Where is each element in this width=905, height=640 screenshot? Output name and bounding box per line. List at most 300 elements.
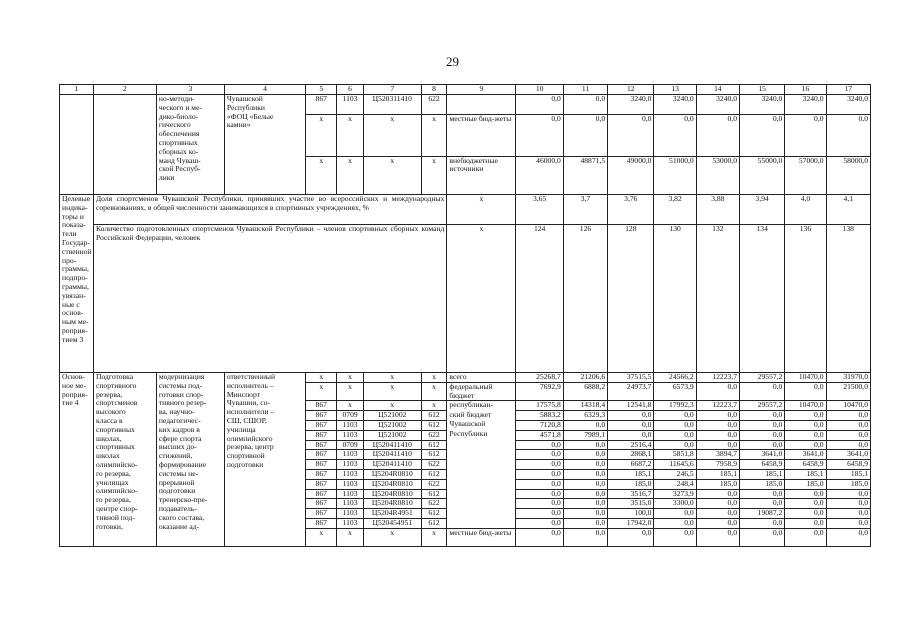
measure-description-line: системы под- bbox=[158, 380, 203, 390]
value-cell: 0,0 bbox=[654, 430, 696, 440]
code-c7: х bbox=[363, 401, 421, 411]
code-c7: Ц520411410 bbox=[363, 450, 421, 460]
table-row bbox=[60, 373, 871, 383]
value-cell: 0,0 bbox=[563, 469, 607, 479]
executor-line: исполнитель – bbox=[226, 380, 274, 390]
code-c5: х bbox=[306, 156, 337, 194]
column-number: 2 bbox=[94, 85, 157, 95]
value-cell: 0,0 bbox=[696, 499, 739, 509]
executor-line: Минспорт bbox=[226, 389, 260, 399]
value-cell: 0,0 bbox=[654, 411, 696, 421]
value-cell: 25268,7 bbox=[516, 373, 563, 383]
value-cell: 2868,1 bbox=[608, 450, 654, 460]
code-c8: 622 bbox=[421, 479, 447, 489]
code-c7: х bbox=[363, 528, 421, 546]
measure-description-line: системы не- bbox=[158, 468, 199, 478]
value-cell: 0,0 bbox=[826, 430, 870, 440]
executor-line: ответственный bbox=[226, 372, 276, 381]
value-cell: 12223,7 bbox=[696, 373, 739, 383]
value-cell: 0,0 bbox=[608, 430, 654, 440]
value-cell: 185,0 bbox=[608, 479, 654, 489]
code-c7: Ц521002 bbox=[363, 430, 421, 440]
measure-description-line: готовки спор- bbox=[158, 389, 204, 399]
executor bbox=[224, 373, 305, 547]
executor-line: олимпийского bbox=[226, 433, 273, 443]
value-cell: 0,0 bbox=[696, 430, 739, 440]
code-c5: 867 bbox=[306, 499, 337, 509]
col2-empty bbox=[94, 95, 157, 195]
value-cell: 17942,0 bbox=[608, 518, 654, 528]
value-cell: 248,4 bbox=[654, 479, 696, 489]
value-cell: 5851,8 bbox=[654, 450, 696, 460]
value-cell: 0,0 bbox=[826, 499, 870, 509]
value-cell: 0,0 bbox=[740, 499, 785, 509]
value-cell: 14318,4 bbox=[563, 401, 607, 411]
code-c6: 1103 bbox=[337, 430, 364, 440]
value-cell: 0,0 bbox=[516, 518, 563, 528]
code-c7: Ц520311410 bbox=[363, 95, 421, 115]
measure-description-line: сфере спорта bbox=[158, 433, 202, 443]
value-cell: 0,0 bbox=[696, 440, 739, 450]
value-cell: 246,5 bbox=[654, 469, 696, 479]
executor-line: училища bbox=[226, 424, 256, 434]
funding-source: местные бюд-жеты bbox=[447, 115, 516, 156]
code-c7: Ц5204R0810 bbox=[363, 489, 421, 499]
value-cell: 6458,9 bbox=[740, 460, 785, 470]
indicator-marker: х bbox=[447, 195, 516, 225]
code-c6: х bbox=[337, 528, 364, 546]
code-c5: х bbox=[306, 115, 337, 156]
value-cell: 6687,2 bbox=[608, 460, 654, 470]
code-c8: х bbox=[421, 115, 447, 156]
value-cell: 51000,0 bbox=[654, 156, 696, 194]
value-cell: 3240,0 bbox=[826, 95, 870, 115]
measure-name-line: готовки, bbox=[96, 521, 123, 531]
indicator-value: 132 bbox=[696, 225, 739, 373]
value-cell: 6573,9 bbox=[654, 382, 696, 401]
code-c5: 867 bbox=[306, 479, 337, 489]
main-measure-label-line: ное ме- bbox=[62, 380, 86, 390]
measure-description-line: тивного резер- bbox=[158, 398, 207, 408]
value-cell: 0,0 bbox=[516, 450, 563, 460]
measure-name-line: го резерва, bbox=[96, 495, 131, 505]
funding-source bbox=[447, 499, 516, 509]
code-c6: х bbox=[337, 382, 364, 401]
value-cell: 0,0 bbox=[696, 411, 739, 421]
code-c8: 622 bbox=[421, 430, 447, 440]
code-c7: Ц521002 bbox=[363, 411, 421, 421]
measure-name-line: училищах bbox=[96, 477, 129, 487]
code-c8: 612 bbox=[421, 420, 447, 430]
value-cell: 17992,3 bbox=[654, 401, 696, 411]
code-c5: 867 bbox=[306, 460, 337, 470]
code-c7: х bbox=[363, 115, 421, 156]
value-cell: 0,0 bbox=[740, 115, 785, 156]
value-cell: 0,0 bbox=[826, 411, 870, 421]
value-cell: 0,0 bbox=[654, 440, 696, 450]
code-c6: х bbox=[337, 373, 364, 383]
value-cell: 0,0 bbox=[740, 411, 785, 421]
code-c7: Ц5204R0810 bbox=[363, 479, 421, 489]
executor-line: Чувашской bbox=[226, 94, 263, 103]
indicator-value: 3,94 bbox=[740, 195, 785, 225]
indicators-label-line: индика- bbox=[62, 202, 88, 212]
value-cell: 0,0 bbox=[826, 528, 870, 546]
value-cell: 3641,0 bbox=[785, 450, 826, 460]
executor-line: «ФОЦ «Белые bbox=[226, 111, 274, 121]
value-cell: 0,0 bbox=[654, 115, 696, 156]
funding-source: внебюджетные источники bbox=[447, 156, 516, 194]
measure-name-line: спортсменов bbox=[96, 398, 138, 408]
indicators-label-line: основ- bbox=[62, 308, 84, 318]
indicators-label-line: тием 3 bbox=[62, 334, 84, 344]
code-c6: х bbox=[337, 156, 364, 194]
value-cell: 24973,7 bbox=[608, 382, 654, 401]
indicators-label-line: подпро- bbox=[62, 273, 88, 283]
code-c7: Ц521002 bbox=[363, 420, 421, 430]
measure-description-line: подаватель- bbox=[158, 503, 197, 513]
value-cell: 3240,0 bbox=[785, 95, 826, 115]
measure-description-line: ческого и ме- bbox=[158, 102, 202, 112]
measure-description-line: ких кадров в bbox=[158, 424, 200, 434]
executor-line: Республики bbox=[226, 102, 265, 112]
code-c6: 1103 bbox=[337, 420, 364, 430]
value-cell: 185,0 bbox=[740, 479, 785, 489]
measure-description-line: сборных ко- bbox=[158, 146, 199, 156]
value-cell: 185,1 bbox=[785, 469, 826, 479]
code-c8: 612 bbox=[421, 469, 447, 479]
executor-line: Чувашии, со- bbox=[226, 398, 270, 408]
value-cell: 37515,5 bbox=[608, 373, 654, 383]
code-c6: 1103 bbox=[337, 518, 364, 528]
value-cell: 21206,6 bbox=[563, 373, 607, 383]
indicators-label-line: показа- bbox=[62, 220, 86, 230]
executor-line: подготовки bbox=[226, 459, 264, 469]
code-c6: 0709 bbox=[337, 440, 364, 450]
code-c6: х bbox=[337, 401, 364, 411]
funding-source bbox=[447, 509, 516, 519]
code-c6: 1103 bbox=[337, 499, 364, 509]
col1-empty bbox=[60, 95, 94, 195]
measure-name-line: спортивных bbox=[96, 424, 135, 434]
code-c7: Ц5204R4951 bbox=[363, 509, 421, 519]
code-c8: 612 bbox=[421, 440, 447, 450]
value-cell: 0,0 bbox=[608, 411, 654, 421]
indicators-label-line: роприя- bbox=[62, 325, 88, 335]
value-cell: 0,0 bbox=[516, 115, 563, 156]
value-cell: 48871,5 bbox=[563, 156, 607, 194]
value-cell: 3641,0 bbox=[740, 450, 785, 460]
measure-name-line: олимпийско- bbox=[96, 486, 138, 496]
value-cell: 3300,0 bbox=[654, 499, 696, 509]
code-c6: х bbox=[337, 115, 364, 156]
header-row bbox=[60, 85, 871, 95]
value-cell: 0,0 bbox=[563, 95, 607, 115]
value-cell: 0,0 bbox=[785, 440, 826, 450]
value-cell: 29557,2 bbox=[740, 401, 785, 411]
value-cell: 0,0 bbox=[516, 479, 563, 489]
value-cell: 0,0 bbox=[740, 440, 785, 450]
measure-description bbox=[156, 373, 224, 547]
measure-description-line: ского состава, bbox=[158, 512, 205, 522]
column-number: 1 bbox=[60, 85, 94, 95]
value-cell: 0,0 bbox=[516, 440, 563, 450]
indicators-label-line: ственной bbox=[62, 246, 92, 256]
value-cell: 0,0 bbox=[740, 382, 785, 401]
funding-source bbox=[447, 518, 516, 528]
code-c8: х bbox=[421, 156, 447, 194]
measure-description-line: формирование bbox=[158, 459, 207, 469]
value-cell: 6458,9 bbox=[826, 460, 870, 470]
value-cell: 3240,0 bbox=[654, 95, 696, 115]
column-number: 11 bbox=[563, 85, 607, 95]
value-cell: 7958,9 bbox=[696, 460, 739, 470]
code-c5: 867 bbox=[306, 518, 337, 528]
measure-description-line: высших до- bbox=[158, 442, 197, 452]
value-cell: 0,0 bbox=[654, 509, 696, 519]
measure-name-line: резерва, bbox=[96, 389, 123, 399]
measure-name-line: спортивных bbox=[96, 442, 135, 452]
value-cell: 0,0 bbox=[696, 420, 739, 430]
measure-description-line: тренерско-пре- bbox=[158, 495, 208, 505]
funding-source bbox=[447, 469, 516, 479]
value-cell: 29557,2 bbox=[740, 373, 785, 383]
indicator-value: 3,82 bbox=[654, 195, 696, 225]
column-number: 7 bbox=[363, 85, 421, 95]
value-cell: 11645,6 bbox=[654, 460, 696, 470]
code-c8: 622 bbox=[421, 499, 447, 509]
value-cell: 19087,2 bbox=[740, 509, 785, 519]
value-cell: 0,0 bbox=[696, 115, 739, 156]
measure-description-line: манд Чуваш- bbox=[158, 155, 201, 165]
measure-description-line: подготовки bbox=[158, 486, 196, 496]
value-cell: 0,0 bbox=[563, 489, 607, 499]
code-c5: 867 bbox=[306, 440, 337, 450]
indicator-value: 136 bbox=[785, 225, 826, 373]
value-cell: 0,0 bbox=[516, 499, 563, 509]
value-cell: 0,0 bbox=[516, 489, 563, 499]
funding-source: местные бюд-жеты bbox=[447, 528, 516, 546]
value-cell: 3515,0 bbox=[608, 499, 654, 509]
indicator-value: 130 bbox=[654, 225, 696, 373]
value-cell: 0,0 bbox=[826, 509, 870, 519]
value-cell: 3641,0 bbox=[826, 450, 870, 460]
value-cell: 21500,0 bbox=[826, 382, 870, 401]
value-cell: 0,0 bbox=[563, 450, 607, 460]
funding-source: Чувашской bbox=[447, 420, 516, 430]
value-cell: 0,0 bbox=[563, 518, 607, 528]
code-c5: 867 bbox=[306, 95, 337, 115]
measure-description-line: гического bbox=[158, 120, 191, 130]
column-number: 6 bbox=[337, 85, 364, 95]
code-c8: 612 bbox=[421, 518, 447, 528]
value-cell: 185,1 bbox=[696, 469, 739, 479]
indicator-value: 126 bbox=[563, 225, 607, 373]
value-cell: 0,0 bbox=[563, 440, 607, 450]
indicator-value: 4,0 bbox=[785, 195, 826, 225]
funding-source bbox=[447, 450, 516, 460]
measure-name-line: высокого bbox=[96, 407, 126, 417]
value-cell: 7989,1 bbox=[563, 430, 607, 440]
value-cell: 0,0 bbox=[785, 411, 826, 421]
executor-line: спортивной bbox=[226, 451, 265, 461]
value-cell: 0,0 bbox=[785, 509, 826, 519]
indicator-text: Доля спортсменов Чувашской Республики, принявших участие во всероссийских и международных соревнованиях, в общей численности занимающихся в спортивных учреждениях, % bbox=[94, 195, 447, 225]
indicators-label-line: ные с bbox=[62, 299, 80, 309]
measure-name-line: школах bbox=[96, 451, 120, 461]
code-c5: х bbox=[306, 528, 337, 546]
value-cell: 3240,0 bbox=[608, 95, 654, 115]
value-cell: 0,0 bbox=[785, 382, 826, 401]
value-cell: 0,0 bbox=[785, 518, 826, 528]
value-cell: 0,0 bbox=[740, 489, 785, 499]
value-cell: 0,0 bbox=[608, 528, 654, 546]
value-cell: 0,0 bbox=[696, 382, 739, 401]
value-cell: 3240,0 bbox=[740, 95, 785, 115]
code-c7: х bbox=[363, 382, 421, 401]
value-cell: 6888,2 bbox=[563, 382, 607, 401]
value-cell: 10470,0 bbox=[785, 401, 826, 411]
code-c8: х bbox=[421, 382, 447, 401]
column-number: 14 bbox=[696, 85, 739, 95]
code-c6: 1103 bbox=[337, 509, 364, 519]
funding-source bbox=[447, 479, 516, 489]
value-cell: 100,0 bbox=[608, 509, 654, 519]
indicator-value: 3,88 bbox=[696, 195, 739, 225]
funding-source: всего bbox=[447, 373, 516, 383]
measure-description-line: прерывной bbox=[158, 477, 195, 487]
code-c8: х bbox=[421, 528, 447, 546]
value-cell: 0,0 bbox=[785, 489, 826, 499]
column-number: 17 bbox=[826, 85, 870, 95]
funding-source: Республики bbox=[447, 430, 516, 440]
value-cell: 185,1 bbox=[826, 469, 870, 479]
measure-description-line: ва, научно- bbox=[158, 407, 195, 417]
code-c5: х bbox=[306, 382, 337, 401]
value-cell: 6329,3 bbox=[563, 411, 607, 421]
code-c8: 622 bbox=[421, 460, 447, 470]
code-c8: х bbox=[421, 401, 447, 411]
value-cell: 0,0 bbox=[516, 460, 563, 470]
code-c6: 1103 bbox=[337, 469, 364, 479]
column-number: 15 bbox=[740, 85, 785, 95]
funding-source: федеральный бюджет bbox=[447, 382, 516, 401]
value-cell: 0,0 bbox=[696, 489, 739, 499]
measure-name-line: класса в bbox=[96, 415, 123, 425]
indicator-row bbox=[60, 195, 871, 225]
indicator-value: 128 bbox=[608, 225, 654, 373]
measure-description-line: спортивных bbox=[158, 137, 198, 147]
code-c8: 612 bbox=[421, 489, 447, 499]
indicators-label-line: Государ- bbox=[62, 237, 90, 247]
measure-name-line: спортивного bbox=[96, 380, 137, 390]
value-cell: 0,0 bbox=[516, 528, 563, 546]
indicator-value: 4,1 bbox=[826, 195, 870, 225]
column-number: 10 bbox=[516, 85, 563, 95]
measure-name-line: школах, bbox=[96, 433, 122, 443]
value-cell: 0,0 bbox=[654, 420, 696, 430]
indicator-marker: х bbox=[447, 225, 516, 373]
funding-source: ский бюджет bbox=[447, 411, 516, 421]
column-number: 4 bbox=[224, 85, 305, 95]
main-measure-label-line: Основ- bbox=[62, 372, 85, 381]
value-cell: 0,0 bbox=[696, 509, 739, 519]
funding-source bbox=[447, 440, 516, 450]
value-cell: 0,0 bbox=[785, 499, 826, 509]
column-number: 3 bbox=[156, 85, 224, 95]
indicators-label-line: про- bbox=[62, 255, 77, 265]
table-row bbox=[60, 95, 871, 115]
value-cell: 0,0 bbox=[516, 509, 563, 519]
value-cell: 49000,0 bbox=[608, 156, 654, 194]
value-cell: 0,0 bbox=[826, 518, 870, 528]
value-cell: 7120,8 bbox=[516, 420, 563, 430]
executor-line: СШ, СШОР, bbox=[226, 415, 267, 425]
value-cell: 58000,0 bbox=[826, 156, 870, 194]
value-cell: 0,0 bbox=[785, 528, 826, 546]
executor-line: резерва, центр bbox=[226, 442, 274, 452]
column-number: 8 bbox=[421, 85, 447, 95]
code-c5: 867 bbox=[306, 509, 337, 519]
indicators-label-line: торы и bbox=[62, 211, 84, 221]
value-cell: 10470,0 bbox=[785, 373, 826, 383]
measure-name-line: го резерва, bbox=[96, 468, 131, 478]
indicator-text: Количество подготовленных спортсменов Чувашской Республики – членов спортивных сборных команд Российской Федерации, человек bbox=[94, 225, 447, 373]
code-c7: Ц5204R0810 bbox=[363, 499, 421, 509]
measure-description-line: но-методи- bbox=[158, 94, 195, 103]
value-cell: 0,0 bbox=[563, 115, 607, 156]
value-cell: 12541,8 bbox=[608, 401, 654, 411]
main-measure-label-line: роприя- bbox=[62, 389, 88, 399]
measure-description bbox=[156, 95, 224, 195]
value-cell: 0,0 bbox=[740, 430, 785, 440]
page-number: 29 bbox=[446, 54, 459, 69]
code-c7: Ц520411410 bbox=[363, 460, 421, 470]
code-c7: Ц520411410 bbox=[363, 440, 421, 450]
value-cell: 0,0 bbox=[696, 518, 739, 528]
indicators-label-line: ным ме- bbox=[62, 317, 89, 327]
value-cell: 0,0 bbox=[608, 115, 654, 156]
indicator-row bbox=[60, 225, 871, 373]
value-cell: 185,0 bbox=[826, 479, 870, 489]
value-cell: 0,0 bbox=[740, 518, 785, 528]
value-cell: 0,0 bbox=[563, 509, 607, 519]
code-c7: х bbox=[363, 373, 421, 383]
value-cell: 12223,7 bbox=[696, 401, 739, 411]
indicators-label-line: граммы, bbox=[62, 264, 89, 274]
measure-description-line: модернизация bbox=[158, 372, 205, 381]
measure-description-line: лики bbox=[158, 173, 175, 183]
code-c6: 1103 bbox=[337, 95, 364, 115]
funding-source bbox=[447, 95, 516, 115]
value-cell: 57000,0 bbox=[785, 156, 826, 194]
value-cell: 0,0 bbox=[516, 469, 563, 479]
value-cell: 55000,0 bbox=[740, 156, 785, 194]
value-cell: 0,0 bbox=[563, 420, 607, 430]
code-c6: 1103 bbox=[337, 450, 364, 460]
code-c8: 612 bbox=[421, 450, 447, 460]
value-cell: 17575,8 bbox=[516, 401, 563, 411]
main-measure-label-line: тие 4 bbox=[62, 398, 79, 408]
indicators-label bbox=[60, 195, 94, 373]
indicator-value: 138 bbox=[826, 225, 870, 373]
measure-description-line: педагогичес- bbox=[158, 415, 201, 425]
value-cell: 0,0 bbox=[654, 528, 696, 546]
value-cell: 31970,0 bbox=[826, 373, 870, 383]
value-cell: 0,0 bbox=[740, 420, 785, 430]
value-cell: 0,0 bbox=[563, 460, 607, 470]
value-cell: 0,0 bbox=[785, 430, 826, 440]
